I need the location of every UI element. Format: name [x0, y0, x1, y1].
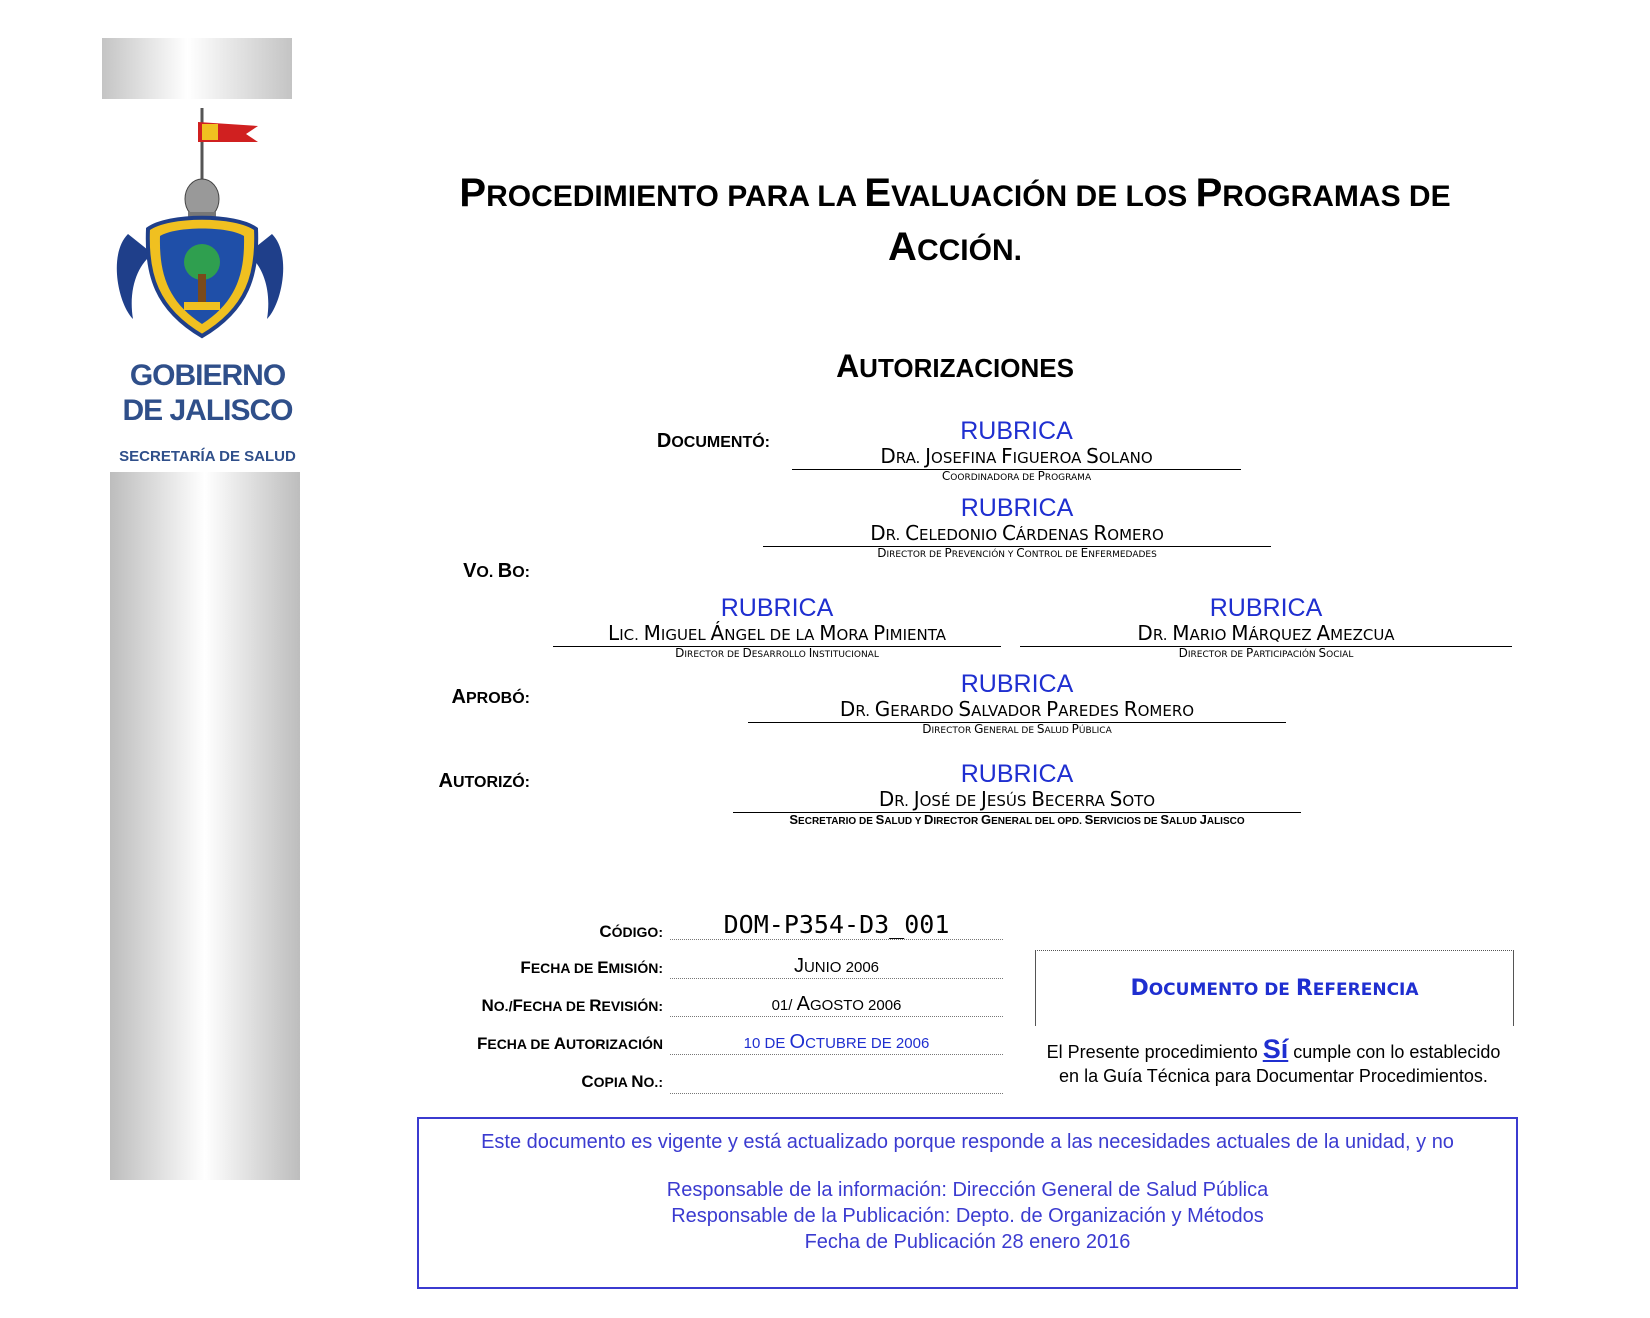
signature-block: [748, 670, 1286, 737]
rubrica-text: RUBRICA: [960, 417, 1073, 445]
signatory-name: LIC. MIGUEL ÁNGEL DE LA MORA PIMIENTA: [553, 622, 1001, 647]
compliance-si: Sí: [1262, 1034, 1289, 1064]
sidebar-gradient-bar: [110, 472, 300, 1180]
signature-block: [763, 494, 1271, 561]
signatory-role: DIRECTOR GENERAL DE SALUD PÚBLICA: [922, 722, 1112, 736]
validity-line-1: Este documento es vigente y está actualizado porque responde a las necesidades actuales de la unidad, y no: [481, 1131, 1454, 1153]
header-gradient-bar: [102, 38, 292, 99]
signatory-name: DRA. JOSEFINA FIGUEROA SOLANO: [792, 445, 1241, 470]
vobo-label: VO. BO:: [463, 560, 530, 582]
rubrica-text: RUBRICA: [960, 760, 1074, 788]
logo-text-bottom: DE JALISCO: [122, 394, 293, 427]
signatory-role: DIRECTOR DE DESARROLLO INSTITUCIONAL: [675, 646, 879, 660]
signatory-name: DR. CELEDONIO CÁRDENAS ROMERO: [763, 522, 1271, 547]
signatory-name: DR. JOSÉ DE JESÚS BECERRA SOTO: [733, 788, 1301, 813]
copia-label: COPIA NO.:: [581, 1072, 663, 1091]
rubrica-text: RUBRICA: [960, 494, 1074, 522]
validity-box: [417, 1117, 1518, 1289]
secretaria-label: SECRETARÍA DE SALUD: [119, 448, 296, 465]
emision-label: FECHA DE EMISIÓN:: [520, 958, 663, 977]
revision-value: 01/ AGOSTO 2006: [670, 993, 1003, 1017]
rubrica-text: RUBRICA: [1209, 594, 1323, 622]
logo-text: [95, 358, 320, 428]
signatory-role: COORDINADORA DE PROGRAMA: [941, 469, 1092, 483]
rubrica-text: RUBRICA: [720, 594, 834, 622]
aprobo-label: APROBÓ:: [451, 686, 530, 708]
authorizations-heading: AUTORIZACIONES: [836, 348, 1074, 384]
rubrica-text: RUBRICA: [960, 670, 1074, 698]
signature-block: [1020, 594, 1512, 661]
autorizacion-value: 10 DE OCTUBRE DE 2006: [670, 1031, 1003, 1055]
compliance-note-post: cumple con lo establecido en la Guía Técnica para Documentar Procedimientos.: [1059, 1042, 1501, 1086]
signatory-name: DR. MARIO MÁRQUEZ AMEZCUA: [1020, 622, 1512, 647]
compliance-note-pre: El Presente procedimiento: [1046, 1042, 1258, 1062]
jalisco-coat-of-arms-icon: [108, 104, 292, 354]
reference-document-box: [1035, 950, 1514, 1026]
revision-label: NO./FECHA DE REVISIÓN:: [481, 996, 663, 1015]
autorizo-label: AUTORIZÓ:: [438, 770, 530, 792]
page-title: [385, 168, 1525, 276]
signature-block: [553, 594, 1001, 661]
page-title-line-2: ACCIÓN.: [888, 225, 1022, 269]
validity-line-2: Responsable de la información: Dirección General de Salud Pública: [666, 1179, 1269, 1201]
validity-line-3: Responsable de la Publicación: Depto. de Organización y Métodos: [671, 1205, 1264, 1227]
documento-label: DOCUMENTÓ:: [656, 430, 770, 452]
page-title-line-1: PROCEDIMIENTO PARA LA EVALUACIÓN DE LOS PROGRAMAS DE: [459, 171, 1451, 215]
compliance-note: [1035, 1034, 1512, 1088]
signatory-role: DIRECTOR DE PARTICIPACIÓN SOCIAL: [1178, 646, 1354, 660]
codigo-value: DOM-P354-D3_001: [670, 910, 1003, 940]
signatory-role: SECRETARIO DE SALUD Y DIRECTOR GENERAL DEL OPD. SERVICIOS DE SALUD JALISCO: [789, 812, 1245, 827]
logo-text-top: GOBIERNO: [129, 359, 286, 392]
autorizacion-label: FECHA DE AUTORIZACIÓN: [476, 1034, 663, 1053]
signatory-role: DIRECTOR DE PREVENCIÓN Y CONTROL DE ENFERMEDADES: [877, 546, 1157, 560]
signature-block: [733, 760, 1301, 829]
codigo-label: CÓDIGO:: [599, 922, 663, 941]
reference-document-title: DOCUMENTO DE REFERENCIA: [1130, 976, 1419, 1001]
signature-block: [792, 417, 1241, 484]
copia-value: [670, 1069, 1003, 1094]
signatory-name: DR. GERARDO SALVADOR PAREDES ROMERO: [748, 698, 1286, 723]
validity-line-4: Fecha de Publicación 28 enero 2016: [804, 1231, 1131, 1253]
emision-value: JUNIO 2006: [670, 955, 1003, 979]
